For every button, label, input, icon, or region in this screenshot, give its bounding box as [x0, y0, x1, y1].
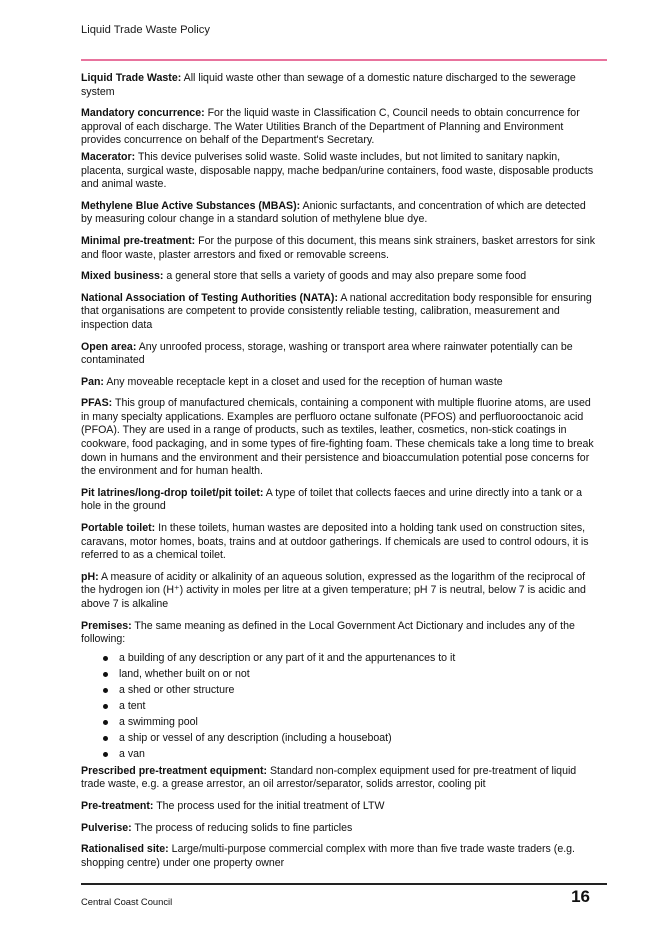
list-item: a ship or vessel of any description (including a houseboat) — [81, 730, 595, 746]
header-title: Liquid Trade Waste Policy — [81, 24, 210, 36]
definition-text: Large/multi-purpose commercial complex with more than five trade waste traders (e.g. shopping centre) under one property owner — [81, 843, 575, 869]
definition-term: Mandatory concurrence: — [81, 107, 205, 120]
definition-term: pH: — [81, 570, 99, 583]
list-item: a shed or other structure — [81, 682, 595, 698]
definition-rationalised-site — [81, 843, 595, 870]
definition-term: National Association of Testing Authorities (NATA): — [81, 291, 338, 304]
definition-portable-toilet — [81, 522, 595, 563]
definition-term: Minimal pre-treatment: — [81, 234, 196, 247]
header-divider — [81, 59, 607, 61]
definition-term: Pulverise: — [81, 821, 132, 834]
list-item: a building of any description or any part of it and the appurtenances to it — [81, 650, 595, 666]
definition-term: Prescribed pre-treatment equipment: — [81, 764, 268, 777]
definition-minimal-pre-treatment — [81, 235, 595, 262]
page-number: 16 — [571, 887, 590, 906]
definition-pulverise — [81, 822, 595, 836]
definition-mandatory-concurrence — [81, 107, 595, 148]
definition-text: Standard non-complex equipment used for pre-treatment of liquid trade waste, e.g. a grease arrestor, an oil arrestor/separator, solids arrestor, cooling pit — [81, 764, 577, 791]
definition-text: a general store that sells a variety of goods and may also prepare some food — [166, 270, 527, 283]
definition-term: Portable toilet: — [81, 522, 156, 535]
list-item: land, whether built on or not — [81, 666, 595, 682]
definition-text: Anionic surfactants, and concentration of which are detected by measuring colour change in a standard solution of methylene blue dye. — [81, 199, 586, 226]
definition-open-area — [81, 341, 595, 368]
definition-term: Pre-treatment: — [81, 799, 154, 812]
definition-text: All liquid waste other than sewage of a domestic nature discharged to the sewerage system — [81, 72, 576, 98]
definition-text: This group of manufactured chemicals, containing a component with multiple fluorine atoms, are used in many specialty applications. Examples are perfluoro octane sulfonate (PFOS) and perfluorooctanoic acid (PFOA). They are used in a range of products, such as textiles, leather, cosmetics, non-stick coatings in cookware, food packaging, and in some types of fire-fighting foam. These chemicals take a long time to break down in humans and the environment and their persistence and bioaccumulation potential pose concerns for the environment and for human health. — [81, 397, 594, 478]
definition-nata — [81, 292, 595, 333]
definition-mbas — [81, 200, 595, 227]
definition-liquid-trade-waste — [81, 72, 595, 99]
definition-term: Mixed business: — [81, 270, 164, 283]
definition-macerator — [81, 151, 595, 192]
definition-term: Pan: — [81, 375, 104, 388]
definition-term: PFAS: — [81, 397, 113, 410]
definitions-content — [81, 72, 595, 878]
definition-ph — [81, 571, 595, 612]
list-item: a tent — [81, 698, 595, 714]
definition-text: The process of reducing solids to fine particles — [134, 821, 353, 834]
list-item: a van — [81, 746, 595, 762]
definition-text: A type of toilet that collects faeces and urine directly into a tank or a hole in the ground — [81, 486, 583, 513]
definition-text: For the liquid waste in Classification C, Council needs to obtain concurrence for approval of each discharge. The Water Utilities Branch of the Department of Planning and Environment provides concurrence on behalf of the Department's Secretary. — [81, 107, 580, 147]
definition-term: Open area: — [81, 340, 137, 353]
premises-list — [81, 650, 595, 762]
list-item: a swimming pool — [81, 714, 595, 730]
definition-mixed-business — [81, 270, 595, 284]
definition-pfas — [81, 397, 595, 479]
definition-pan — [81, 376, 595, 390]
definition-text: Any unroofed process, storage, washing or transport area where rainwater potentially can be contaminated — [81, 340, 573, 367]
definition-term: Pit latrines/long-drop toilet/pit toilet: — [81, 486, 264, 499]
definition-text: For the purpose of this document, this means sink strainers, basket arrestors for sink and floor waste, plaster arrestors and fixed or removable screens. — [81, 234, 596, 261]
definition-text: The process used for the initial treatment of LTW — [156, 799, 385, 812]
definition-text: A measure of acidity or alkalinity of an aqueous solution, expressed as the logarithm of the reciprocal of the hydrogen ion (H⁺) activity in moles per litre at a given temperature; pH 7 is neutral, below 7 is acidic and above 7 is alkaline — [81, 570, 586, 610]
definition-pit-latrines — [81, 487, 595, 514]
definition-text: The same meaning as defined in the Local Government Act Dictionary and includes any of the following: — [81, 619, 575, 646]
definition-term: Rationalised site: — [81, 843, 169, 856]
definition-term: Methylene Blue Active Substances (MBAS): — [81, 199, 301, 212]
definition-prescribed-pre-treatment-equipment — [81, 765, 595, 792]
definition-term: Premises: — [81, 619, 132, 632]
definition-term: Liquid Trade Waste: — [81, 72, 182, 84]
footer-divider — [81, 883, 607, 885]
definition-text: In these toilets, human wastes are deposited into a holding tank used on construction sites, caravans, motor homes, boats, trains and at outdoor gatherings. If chemicals are used to control odours, it is referred to as a chemical toilet. — [81, 522, 589, 562]
definition-premises — [81, 620, 595, 647]
definition-text: Any moveable receptacle kept in a closet and used for the reception of human waste — [106, 375, 503, 388]
definition-text: A national accreditation body responsible for ensuring that organisations are competent to provide consistently reliable testing, calibration, measurement and inspection data — [81, 291, 592, 331]
definition-pre-treatment — [81, 800, 595, 814]
footer-organisation: Central Coast Council — [81, 896, 173, 907]
definition-term: Macerator: — [81, 150, 136, 163]
definition-text: This device pulverises solid waste. Solid waste includes, but not limited to sanitary napkin, placenta, surgical waste, disposable nappy, mache bedpan/urine containers, food waste, disposable products and animal waste. — [81, 150, 594, 191]
